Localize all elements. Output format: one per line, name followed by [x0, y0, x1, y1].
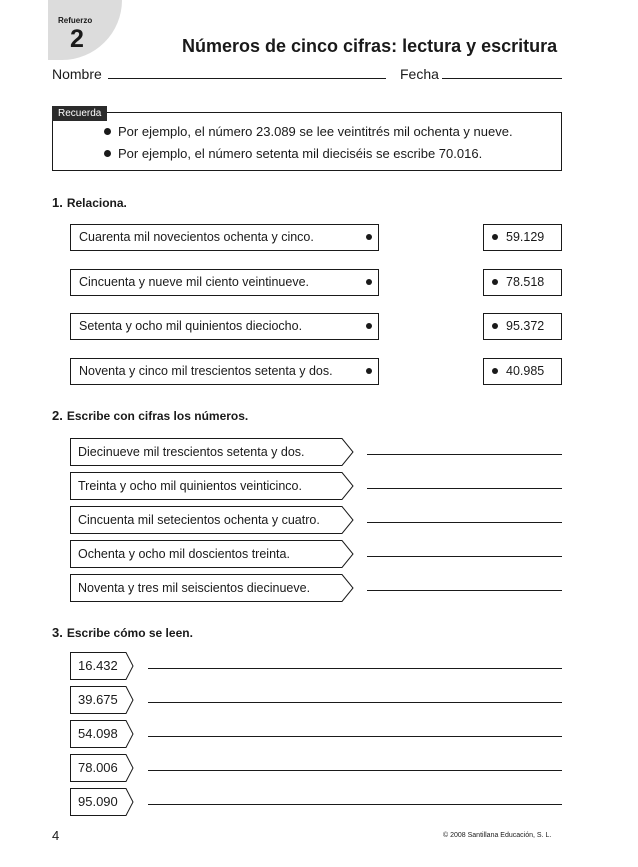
- match-right-item: 78.518: [483, 269, 562, 296]
- match-dot[interactable]: [366, 323, 372, 329]
- match-left-item: Cuarenta mil novecientos ochenta y cinco.: [70, 224, 379, 251]
- copyright: © 2008 Santillana Educación, S. L.: [443, 832, 552, 839]
- match-left-item: Cincuenta y nueve mil ciento veintinueve.: [70, 269, 379, 296]
- match-dot[interactable]: [492, 279, 498, 285]
- match-right-item: 59.129: [483, 224, 562, 251]
- answer-line[interactable]: [148, 804, 562, 805]
- match-dot[interactable]: [366, 368, 372, 374]
- number-item: 39.675: [70, 686, 134, 714]
- exercise-2-heading: 2. Escribe con cifras los números.: [52, 408, 249, 423]
- answer-line[interactable]: [367, 488, 562, 489]
- match-dot[interactable]: [366, 279, 372, 285]
- number-item: 78.006: [70, 754, 134, 782]
- recuerda-item: Por ejemplo, el número 23.089 se lee veintitrés mil ochenta y nueve.: [104, 124, 513, 139]
- answer-line[interactable]: [148, 736, 562, 737]
- answer-line[interactable]: [367, 590, 562, 591]
- number-word-item: Noventa y tres mil seiscientos diecinueve.: [70, 574, 354, 602]
- nombre-label: Nombre: [52, 66, 102, 82]
- match-dot[interactable]: [492, 234, 498, 240]
- number-item: 16.432: [70, 652, 134, 680]
- number-item: 95.090: [70, 788, 134, 816]
- match-dot[interactable]: [492, 323, 498, 329]
- page-title: Números de cinco cifras: lectura y escritura: [182, 36, 558, 56]
- bullet-icon: [104, 150, 111, 157]
- match-left-item: Noventa y cinco mil trescientos setenta y dos.: [70, 358, 379, 385]
- match-dot[interactable]: [492, 368, 498, 374]
- number-item: 54.098: [70, 720, 134, 748]
- exercise-1-heading: 1. Relaciona.: [52, 195, 127, 210]
- nombre-field[interactable]: [108, 78, 386, 79]
- number-word-item: Cincuenta mil setecientos ochenta y cuatro.: [70, 506, 354, 534]
- match-left-item: Setenta y ocho mil quinientos dieciocho.: [70, 313, 379, 340]
- match-right-item: 95.372: [483, 313, 562, 340]
- fecha-label: Fecha: [400, 66, 439, 82]
- exercise-3-heading: 3. Escribe cómo se leen.: [52, 625, 193, 640]
- page-number: 4: [52, 828, 60, 843]
- answer-line[interactable]: [148, 770, 562, 771]
- fecha-field[interactable]: [442, 78, 562, 79]
- match-right-item: 40.985: [483, 358, 562, 385]
- badge-label: Refuerzo: [58, 16, 93, 25]
- answer-line[interactable]: [367, 556, 562, 557]
- number-word-item: Ochenta y ocho mil doscientos treinta.: [70, 540, 354, 568]
- match-dot[interactable]: [366, 234, 372, 240]
- recuerda-item: Por ejemplo, el número setenta mil dieciséis se escribe 70.016.: [104, 146, 482, 161]
- recuerda-box: [52, 112, 562, 171]
- recuerda-tab: Recuerda: [52, 106, 107, 121]
- bullet-icon: [104, 128, 111, 135]
- answer-line[interactable]: [367, 454, 562, 455]
- number-word-item: Diecinueve mil trescientos setenta y dos.: [70, 438, 354, 466]
- answer-line[interactable]: [148, 668, 562, 669]
- answer-line[interactable]: [148, 702, 562, 703]
- refuerzo-badge: [48, 0, 122, 60]
- answer-line[interactable]: [367, 522, 562, 523]
- badge-number: 2: [70, 25, 84, 53]
- number-word-item: Treinta y ocho mil quinientos veinticinco.: [70, 472, 354, 500]
